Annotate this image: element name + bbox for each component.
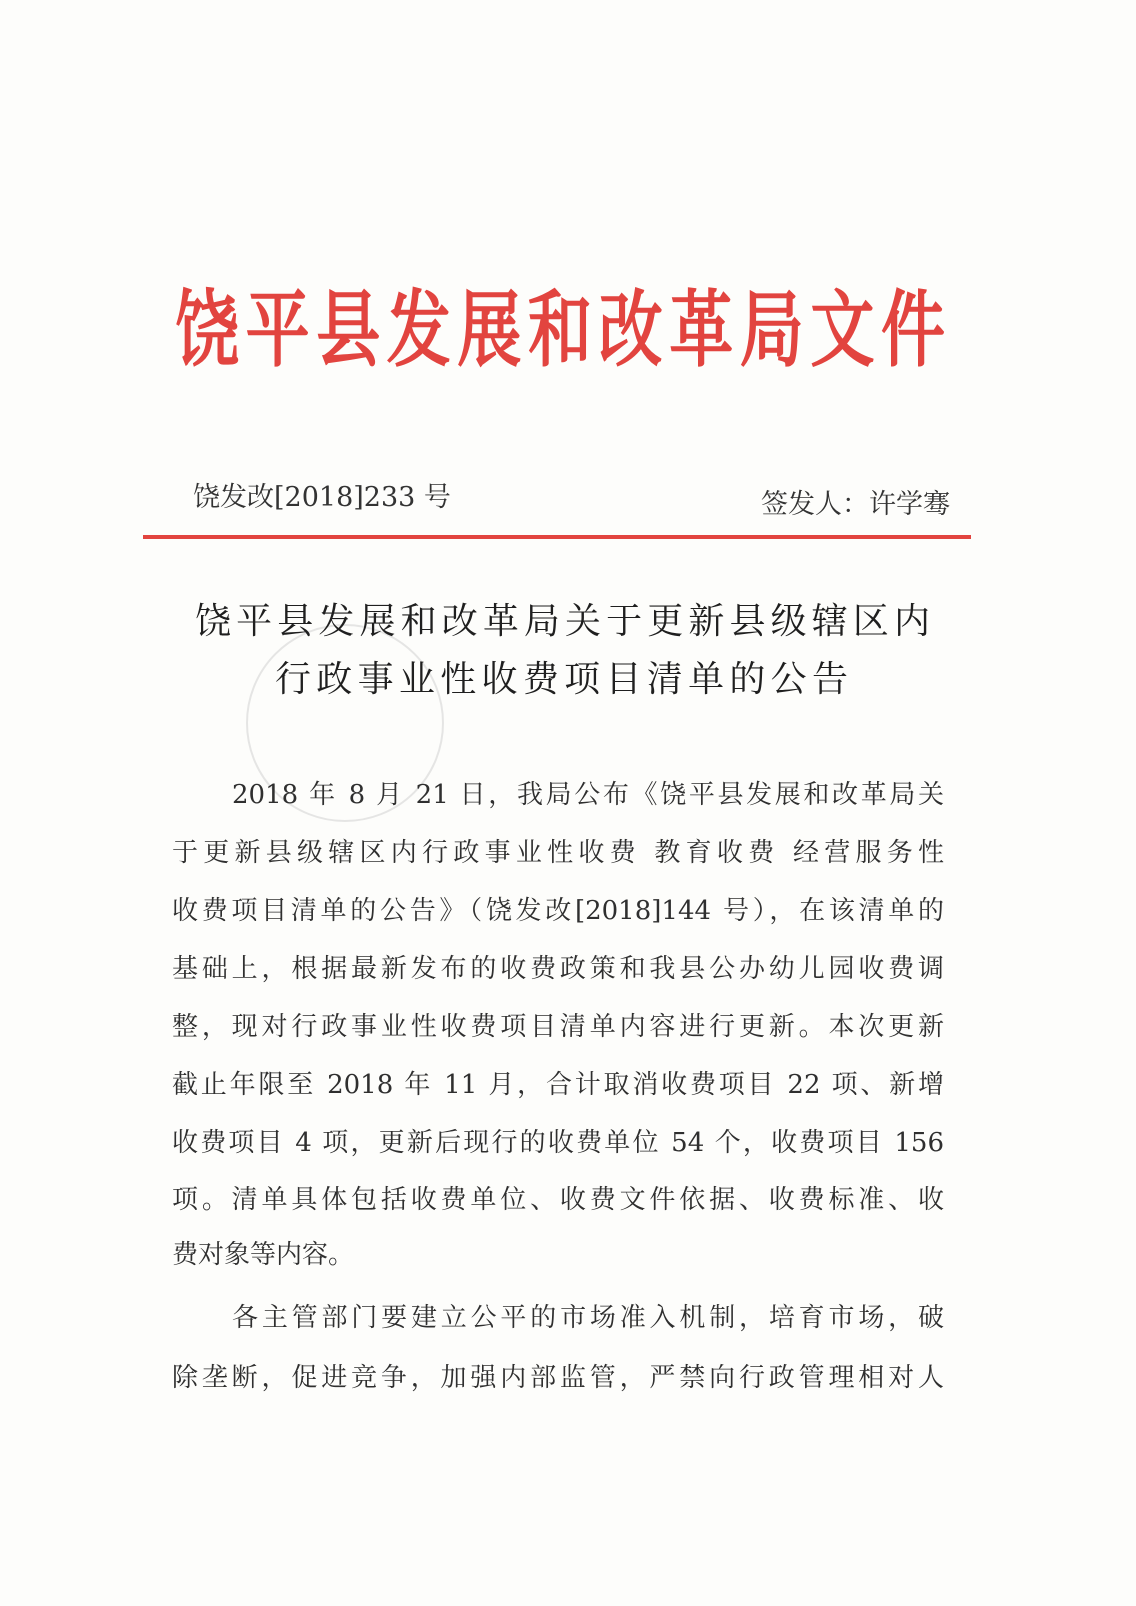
body-line: 基础上，根据最新发布的收费政策和我县公办幼儿园收费调 bbox=[172, 954, 944, 984]
signer: 签发人：许学骞 bbox=[761, 489, 950, 520]
body-line: 各主管部门要建立公平的市场准入机制，培育市场，破 bbox=[232, 1303, 944, 1333]
body-line: 除垄断，促进竞争，加强内部监管，严禁向行政管理相对人 bbox=[172, 1363, 944, 1393]
body-line: 2018 年 8 月 21 日，我局公布《饶平县发展和改革局关 bbox=[232, 780, 944, 810]
masthead-title: 饶平县发展和改革局文件 bbox=[175, 281, 945, 380]
body-line: 费对象等内容。 bbox=[172, 1240, 355, 1270]
body-line: 整，现对行政事业性收费项目清单内容进行更新。本次更新 bbox=[172, 1012, 944, 1042]
document-title-line-2: 行政事业性收费项目清单的公告 bbox=[275, 659, 848, 700]
body-line: 收费项目 4 项，更新后现行的收费单位 54 个，收费项目 156 bbox=[172, 1128, 944, 1158]
body-line: 于更新县级辖区内行政事业性收费 教育收费 经营服务性 bbox=[172, 838, 944, 868]
body-line: 收费项目清单的公告》（饶发改[2018]144 号），在该清单的 bbox=[172, 896, 944, 926]
body-line: 截止年限至 2018 年 11 月，合计取消收费项目 22 项、新增 bbox=[172, 1070, 944, 1100]
document-number: 饶发改[2018]233 号 bbox=[193, 482, 451, 513]
document-title-line-1: 饶平县发展和改革局关于更新县级辖区内 bbox=[195, 601, 930, 642]
body-line: 项。清单具体包括收费单位、收费文件依据、收费标准、收 bbox=[172, 1185, 944, 1215]
red-divider-line bbox=[143, 535, 971, 539]
